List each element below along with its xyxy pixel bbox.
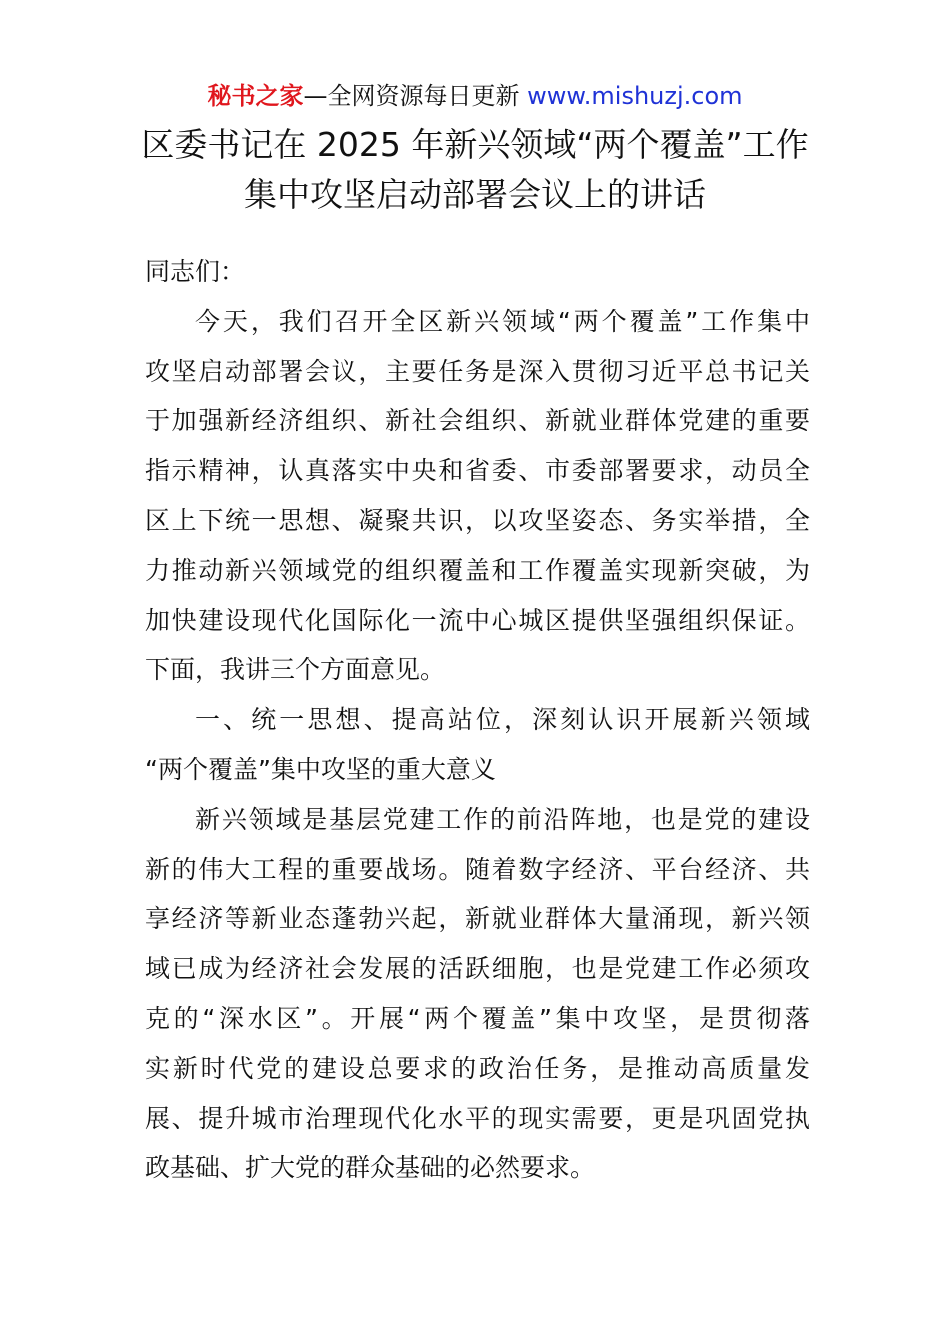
paragraph-line: 新兴领域是基层党建工作的前沿阵地，也是党的建设 [195, 804, 810, 834]
paragraph-line: 指示精神，认真落实中央和省委、市委部署要求，动员全 [145, 456, 810, 486]
section-heading-line: 一、统一思想、提高站位，深刻认识开展新兴领域 [195, 705, 810, 735]
salutation: 同志们： [145, 257, 246, 286]
paragraph-line: 域已成为经济社会发展的活跃细胞，也是党建工作必须攻 [145, 954, 810, 984]
paragraph-line: 新的伟大工程的重要战场。随着数字经济、平台经济、共 [145, 854, 810, 884]
paragraph-line: 力推动新兴领域党的组织覆盖和工作覆盖实现新突破，为 [145, 555, 810, 585]
brand-name: 秘书之家 [207, 82, 304, 110]
paragraph-line: 今天，我们召开全区新兴领域“两个覆盖”工作集中 [195, 306, 810, 336]
paragraph-line: 展、提升城市治理现代化水平的现实需要，更是巩固党执 [145, 1103, 810, 1133]
paragraph-line: 克的“深水区”。开展“两个覆盖”集中攻坚，是贯彻落 [145, 1003, 810, 1033]
paragraph-line: 享经济等新业态蓬勃兴起，新就业群体大量涌现，新兴领 [145, 904, 810, 934]
document-title [0, 120, 950, 220]
paragraph-line: 加快建设现代化国际化一流中心城区提供坚强组织保证。 [145, 605, 810, 635]
paragraph-line: 区上下统一思想、凝聚共识，以攻坚姿态、务实举措，全 [145, 505, 810, 535]
site-header [0, 80, 950, 112]
title-line-1: 区委书记在 2025 年新兴领域“两个覆盖”工作 [141, 125, 809, 164]
paragraph-line: 于加强新经济组织、新社会组织、新就业群体党建的重要 [145, 406, 810, 436]
paragraph-line: 攻坚启动部署会议，主要任务是深入贯彻习近平总书记关 [145, 356, 810, 386]
site-url-link[interactable]: www.mishuzj.com [527, 82, 743, 110]
section-heading-line: “两个覆盖”集中攻坚的重大意义 [145, 754, 496, 784]
paragraph-line: 政基础、扩大党的群众基础的必然要求。 [145, 1153, 596, 1183]
header-tagline: —全网资源每日更新 [303, 82, 528, 110]
document-body [145, 247, 810, 1193]
paragraph-line: 实新时代党的建设总要求的政治任务，是推动高质量发 [145, 1053, 810, 1083]
title-line-2: 集中攻坚启动部署会议上的讲话 [244, 175, 706, 214]
paragraph-line: 下面，我讲三个方面意见。 [145, 655, 446, 685]
